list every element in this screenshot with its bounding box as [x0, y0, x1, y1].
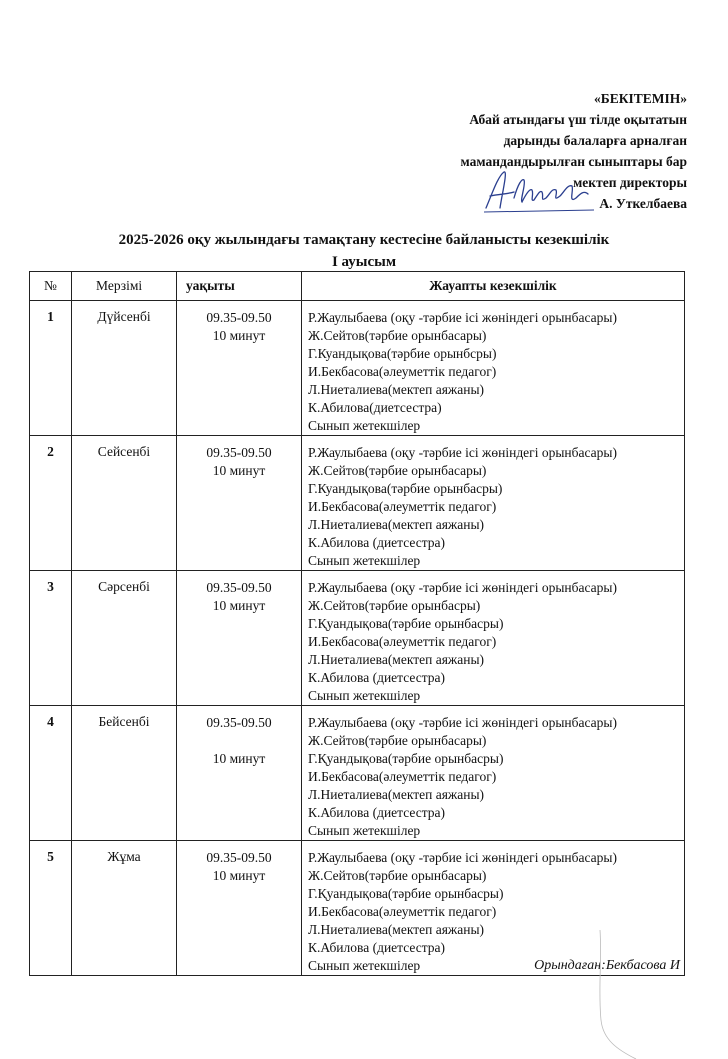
duty-person: И.Бекбасова(әлеуметтік педагог)	[308, 364, 497, 379]
time-range: 09.35-09.50	[206, 850, 272, 865]
duty-person: Сынып жетекшілер	[308, 688, 421, 703]
document-title	[0, 229, 728, 273]
duty-person: И.Бекбасова(әлеуметтік педагог)	[308, 499, 497, 514]
header-date: Мерзімі	[72, 272, 177, 301]
time-range: 09.35-09.50	[206, 715, 272, 730]
duty-schedule-table	[29, 271, 685, 976]
duty-person: Р.Жаулыбаева (оқу -тәрбие ісі жөніндегі орынбасары)	[308, 715, 617, 730]
scan-artifact	[598, 930, 638, 1059]
duty-person: Ж.Сейтов(тәрбие орынбасары)	[308, 328, 487, 343]
duty-person: Р.Жаулыбаева (оқу -тәрбие ісі жөніндегі орынбасары)	[308, 445, 617, 460]
row-time	[177, 571, 302, 706]
duty-person: К.Абилова (диетсестра)	[308, 805, 446, 820]
duty-person: Л.Ниеталиева(мектеп аяжаны)	[308, 382, 485, 397]
approval-line: Абай атындағы үш тілде оқытатын	[469, 112, 687, 127]
row-time	[177, 706, 302, 841]
row-duty	[302, 571, 685, 706]
shift-label: I ауысым	[331, 254, 397, 270]
duration: 10 минут	[212, 598, 266, 613]
row-day: Сейсенбі	[72, 436, 177, 571]
row-day: Жұма	[72, 841, 177, 976]
duty-person: Ж.Сейтов(тәрбие орынбасары)	[308, 463, 487, 478]
duty-person: Г.Куандықова(тәрбие орынбсры)	[308, 346, 497, 361]
duty-person: И.Бекбасова(әлеуметтік педагог)	[308, 634, 497, 649]
approval-line: дарынды балаларға арналған	[503, 133, 687, 148]
duty-person: К.Абилова (диетсестра)	[308, 535, 446, 550]
table-row	[30, 301, 685, 436]
duty-person: Л.Ниеталиева(мектеп аяжаны)	[308, 652, 485, 667]
table-header-row	[30, 272, 685, 301]
row-number: 4	[30, 706, 72, 841]
time-range: 09.35-09.50	[206, 580, 272, 595]
row-number: 1	[30, 301, 72, 436]
duty-person: Р.Жаулыбаева (оқу -тәрбие ісі жөніндегі орынбасары)	[308, 850, 617, 865]
row-day: Бейсенбі	[72, 706, 177, 841]
duty-person: Л.Ниеталиева(мектеп аяжаны)	[308, 922, 485, 937]
duty-person: К.Абилова(диетсестра)	[308, 400, 442, 415]
row-duty	[302, 436, 685, 571]
duty-person: Г.Қуандықова(тәрбие орынбасры)	[308, 616, 504, 631]
duty-person: Г.Қуандықова(тәрбие орынбасры)	[308, 886, 504, 901]
duration: 10 минут	[212, 868, 266, 883]
row-duty	[302, 706, 685, 841]
duty-person: Сынып жетекшілер	[308, 958, 421, 973]
duty-person: Р.Жаулыбаева (оқу -тәрбие ісі жөніндегі орынбасары)	[308, 310, 617, 325]
duration: 10 минут	[212, 463, 266, 478]
row-day: Сәрсенбі	[72, 571, 177, 706]
director-signature	[478, 164, 598, 216]
title-line: 2025-2026 оқу жылындағы тамақтану кестесіне байланысты кезекшілік	[118, 232, 610, 248]
duty-person: И.Бекбасова(әлеуметтік педагог)	[308, 904, 497, 919]
table-row	[30, 436, 685, 571]
duty-person: И.Бекбасова(әлеуметтік педагог)	[308, 769, 497, 784]
duty-person: Р.Жаулыбаева (оқу -тәрбие ісі жөніндегі орынбасары)	[308, 580, 617, 595]
duty-person: Ж.Сейтов(тәрбие орынбасры)	[308, 598, 481, 613]
duty-person: Г.Куандықова(тәрбие орынбасры)	[308, 481, 503, 496]
duty-person: Г.Қуандықова(тәрбие орынбасры)	[308, 751, 504, 766]
duty-person: Ж.Сейтов(тәрбие орынбасары)	[308, 733, 487, 748]
duty-person: К.Абилова (диетсестра)	[308, 940, 446, 955]
duty-person: Сынып жетекшілер	[308, 553, 421, 568]
approval-line: мектеп директоры	[573, 175, 687, 190]
row-day: Дүйсенбі	[72, 301, 177, 436]
header-time: уақыты	[177, 272, 302, 301]
duration: 10 минут	[212, 328, 266, 343]
approval-line: мамандандырылған сыныптары бар	[460, 154, 687, 169]
row-time	[177, 841, 302, 976]
row-number: 3	[30, 571, 72, 706]
duty-person: Сынып жетекшілер	[308, 823, 421, 838]
table-row	[30, 706, 685, 841]
row-duty	[302, 301, 685, 436]
table-row	[30, 571, 685, 706]
row-number: 5	[30, 841, 72, 976]
prepared-by: Орындаған:Бекбасова И	[534, 958, 680, 973]
approval-heading: «БЕКІТЕМІН»	[594, 91, 687, 106]
duty-person: Л.Ниеталиева(мектеп аяжаны)	[308, 787, 485, 802]
header-num: №	[30, 272, 72, 301]
duty-person: Ж.Сейтов(тәрбие орынбасары)	[308, 868, 487, 883]
duty-person: Л.Ниеталиева(мектеп аяжаны)	[308, 517, 485, 532]
director-name: А. Уткелбаева	[599, 196, 687, 211]
table-row	[30, 841, 685, 976]
row-time	[177, 301, 302, 436]
header-duty: Жауапты кезекшілік	[302, 272, 685, 301]
duty-person: Сынып жетекшілер	[308, 418, 421, 433]
duration: 10 минут	[212, 751, 266, 766]
time-range: 09.35-09.50	[206, 445, 272, 460]
row-number: 2	[30, 436, 72, 571]
row-time	[177, 436, 302, 571]
time-range: 09.35-09.50	[206, 310, 272, 325]
duty-person: К.Абилова (диетсестра)	[308, 670, 446, 685]
